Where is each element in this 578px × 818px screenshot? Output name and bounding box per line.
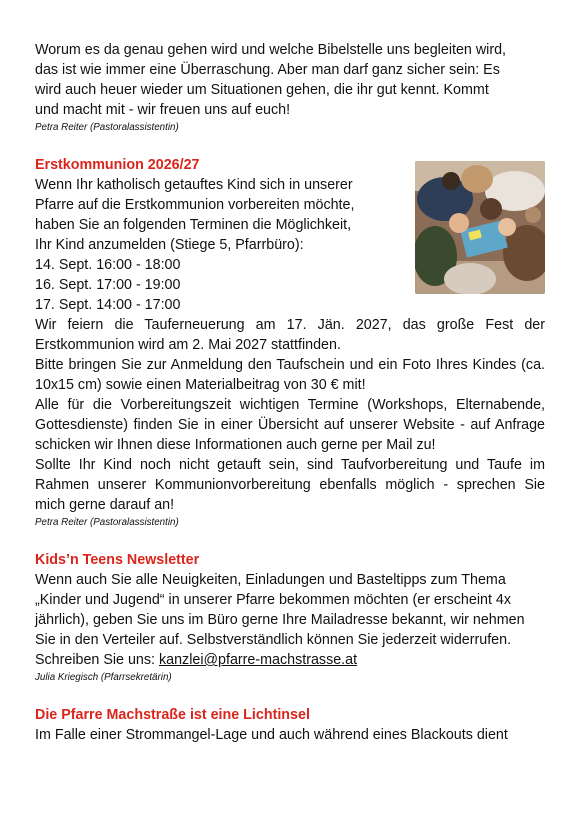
intro-line: und macht mit - wir freuen uns auf euch! bbox=[35, 102, 291, 118]
intro-line: wird auch heuer wieder um Situationen gehen, die ihr gut kennt. Kommt bbox=[35, 82, 489, 98]
firstcommunion-section bbox=[35, 155, 545, 529]
firstcommunion-paragraph: Bitte bringen Sie zur Anmeldung den Taufschein und ein Foto Ihres Kindes (ca. 10x15 cm) sowie einen Materialbeitrag von 30 € mit! bbox=[35, 357, 545, 393]
newsletter-author: Julia Kriegisch (Pfarrsekretärin) bbox=[35, 672, 172, 683]
lichtinsel-section bbox=[35, 705, 545, 745]
registration-date: 17. Sept. 14:00 - 17:00 bbox=[35, 297, 181, 313]
newsletter-heading: Kids’n Teens Newsletter bbox=[35, 552, 200, 568]
intro-line: das ist wie immer eine Überraschung. Aber man darf ganz sicher sein: Es bbox=[35, 62, 500, 78]
newsletter-body: Wenn auch Sie alle Neuigkeiten, Einladungen und Basteltipps zum Thema „Kinder und Jugend“ in unserer Pfarre bekommen möchten (er erscheint 4x jährlich), geben Sie uns im Büro gerne Ihre Mailadresse bekannt, wir nehmen Sie in den Verteiler auf. Selbstverständlich können Sie jederzeit widerrufen. Schreiben Sie uns: bbox=[35, 572, 525, 668]
page-content bbox=[35, 40, 545, 745]
firstcommunion-paragraph: Sollte Ihr Kind noch nicht getauft sein, sind Taufvorbereitung und Taufe im Rahmen unserer Kommunionvorbereitung ebenfalls möglich - sprechen Sie mich gerne darauf an! bbox=[35, 457, 545, 513]
firstcommunion-author: Petra Reiter (Pastoralassistentin) bbox=[35, 517, 179, 528]
newsletter-section bbox=[35, 550, 545, 684]
firstcommunion-paragraph: Alle für die Vorbereitungszeit wichtigen Termine (Workshops, Elternabende, Gottesdienste) finden Sie in einer Übersicht auf unserer Website - auf Anfrage schicken wir Ihnen diese Informationen auch gerne per Mail zu! bbox=[35, 397, 545, 453]
intro-author: Petra Reiter (Pastoralassistentin) bbox=[35, 122, 179, 133]
registration-date: 16. Sept. 17:00 - 19:00 bbox=[35, 277, 181, 293]
intro-section bbox=[35, 40, 545, 134]
intro-line: Worum es da genau gehen wird und welche Bibelstelle uns begleiten wird, bbox=[35, 42, 507, 58]
firstcommunion-line: Pfarre auf die Erstkommunion vorbereiten möchte, bbox=[35, 197, 355, 213]
firstcommunion-line: haben Sie an folgenden Terminen die Möglichkeit, bbox=[35, 217, 352, 233]
email-link[interactable]: kanzlei@pfarre-machstrasse.at bbox=[159, 652, 358, 668]
firstcommunion-line: Wenn Ihr katholisch getauftes Kind sich in unserer bbox=[35, 177, 353, 193]
firstcommunion-line: Ihr Kind anzumelden (Stiege 5, Pfarrbüro): bbox=[35, 237, 304, 253]
children-crafting-photo bbox=[415, 161, 545, 294]
lichtinsel-heading: Die Pfarre Machstraße ist eine Lichtinsel bbox=[35, 707, 310, 723]
registration-date: 14. Sept. 16:00 - 18:00 bbox=[35, 257, 181, 273]
newsletter-text bbox=[35, 570, 545, 670]
lichtinsel-text: Im Falle einer Strommangel-Lage und auch während eines Blackouts dient bbox=[35, 727, 508, 743]
firstcommunion-heading: Erstkommunion 2026/27 bbox=[35, 157, 200, 173]
firstcommunion-paragraph: Wir feiern die Tauferneuerung am 17. Jän. 2027, das große Fest der Erstkommunion wird am 2. Mai 2027 stattfinden. bbox=[35, 317, 545, 353]
